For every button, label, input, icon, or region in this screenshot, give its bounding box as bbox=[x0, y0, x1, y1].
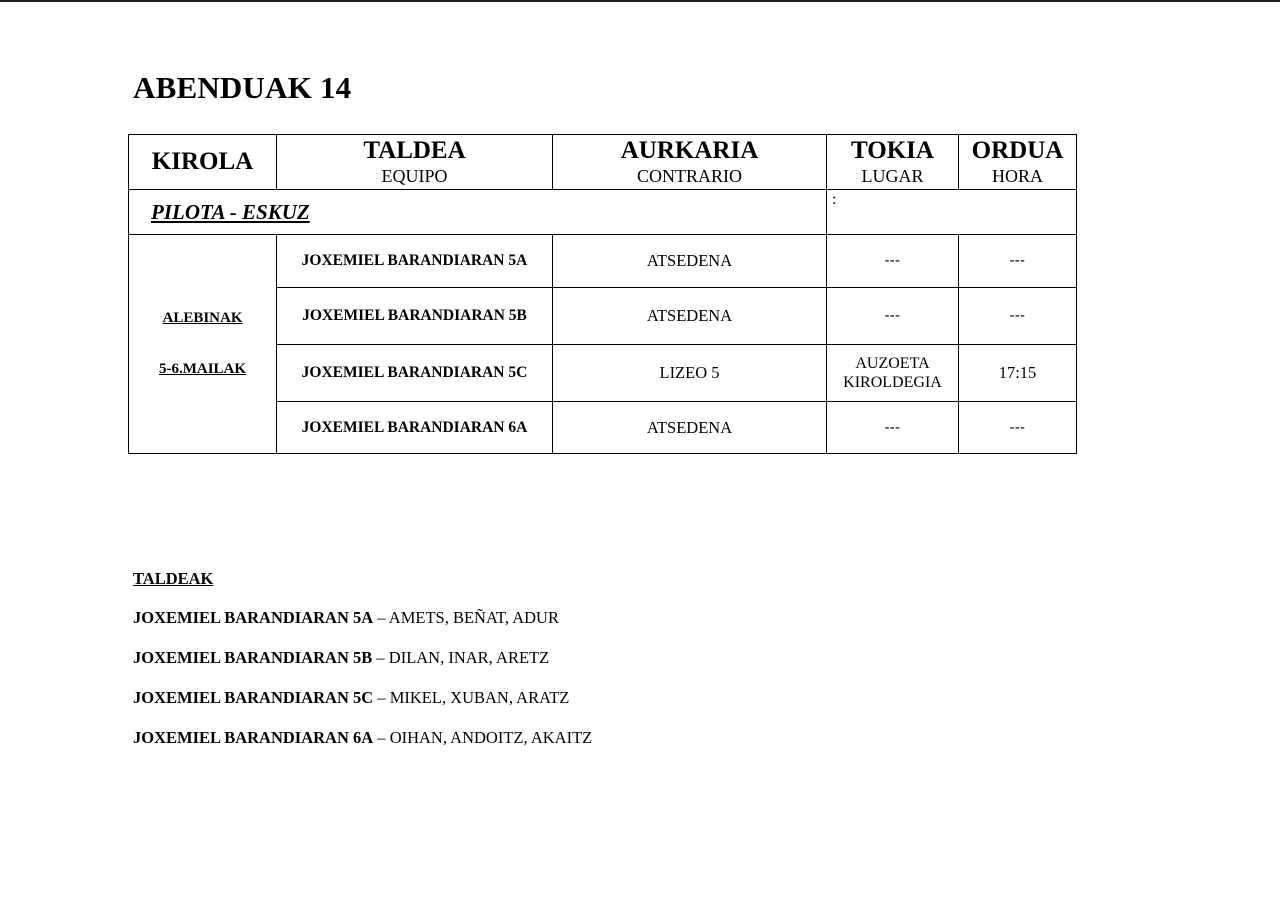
scan-top-edge bbox=[0, 0, 1280, 2]
roster-line bbox=[133, 648, 549, 668]
category-cell bbox=[129, 235, 277, 454]
place-line-2: KIROLDEGIA bbox=[843, 374, 942, 391]
time-cell: --- bbox=[959, 402, 1077, 454]
header-ordua-main: ORDUA bbox=[971, 137, 1064, 164]
place-cell: --- bbox=[827, 288, 959, 345]
sport-name: PILOTA - ESKUZ bbox=[129, 190, 827, 235]
header-taldea bbox=[277, 135, 553, 190]
category-name: ALEBINAK bbox=[162, 310, 243, 326]
roster-players: – MIKEL, XUBAN, ARATZ bbox=[373, 688, 570, 707]
header-tokia-main: TOKIA bbox=[851, 137, 934, 164]
roster-team: JOXEMIEL BARANDIARAN 5B bbox=[133, 648, 373, 667]
team-cell: JOXEMIEL BARANDIARAN 5C bbox=[277, 345, 553, 402]
header-ordua-sub: HORA bbox=[991, 166, 1043, 186]
header-aurkaria-main: AURKARIA bbox=[620, 137, 759, 164]
sport-row bbox=[129, 190, 1077, 235]
roster-line bbox=[133, 608, 559, 628]
header-kirola: KIROLA bbox=[129, 135, 277, 190]
header-row bbox=[129, 135, 1077, 190]
header-tokia bbox=[827, 135, 959, 190]
teams-section bbox=[133, 568, 593, 747]
time-cell: --- bbox=[959, 235, 1077, 288]
schedule-table bbox=[128, 134, 1077, 454]
opponent-cell: ATSEDENA bbox=[553, 402, 827, 454]
roster-players: – DILAN, INAR, ARETZ bbox=[372, 648, 550, 667]
header-ordua bbox=[959, 135, 1077, 190]
place-cell: --- bbox=[827, 235, 959, 288]
place-line-1: AUZOETA bbox=[855, 355, 930, 372]
roster-players: – OIHAN, ANDOITZ, AKAITZ bbox=[373, 728, 593, 747]
opponent-cell: ATSEDENA bbox=[553, 288, 827, 345]
header-taldea-sub: EQUIPO bbox=[381, 166, 448, 186]
place-cell: --- bbox=[827, 402, 959, 454]
roster-team: JOXEMIEL BARANDIARAN 6A bbox=[133, 728, 374, 747]
time-cell: 17:15 bbox=[959, 345, 1077, 402]
sport-note: : bbox=[827, 190, 1077, 235]
opponent-cell: ATSEDENA bbox=[553, 235, 827, 288]
category-level: 5-6.MAILAK bbox=[158, 361, 247, 377]
header-tokia-sub: LUGAR bbox=[861, 166, 924, 186]
header-aurkaria bbox=[553, 135, 827, 190]
roster-team: JOXEMIEL BARANDIARAN 5A bbox=[133, 608, 374, 627]
team-cell: JOXEMIEL BARANDIARAN 5B bbox=[277, 288, 553, 345]
roster-team: JOXEMIEL BARANDIARAN 5C bbox=[133, 688, 374, 707]
header-taldea-main: TALDEA bbox=[363, 137, 466, 164]
header-aurkaria-sub: CONTRARIO bbox=[636, 166, 742, 186]
time-cell: --- bbox=[959, 288, 1077, 345]
roster-line bbox=[133, 728, 592, 748]
opponent-cell: LIZEO 5 bbox=[553, 345, 827, 402]
team-cell: JOXEMIEL BARANDIARAN 5A bbox=[277, 235, 553, 288]
page-title: ABENDUAK 14 bbox=[133, 70, 352, 105]
teams-section-title: TALDEAK bbox=[133, 569, 214, 588]
team-cell: JOXEMIEL BARANDIARAN 6A bbox=[277, 402, 553, 454]
place-cell bbox=[827, 345, 959, 402]
roster-line bbox=[133, 688, 569, 708]
roster-players: – AMETS, BEÑAT, ADUR bbox=[373, 608, 559, 627]
table-row bbox=[129, 235, 1077, 288]
